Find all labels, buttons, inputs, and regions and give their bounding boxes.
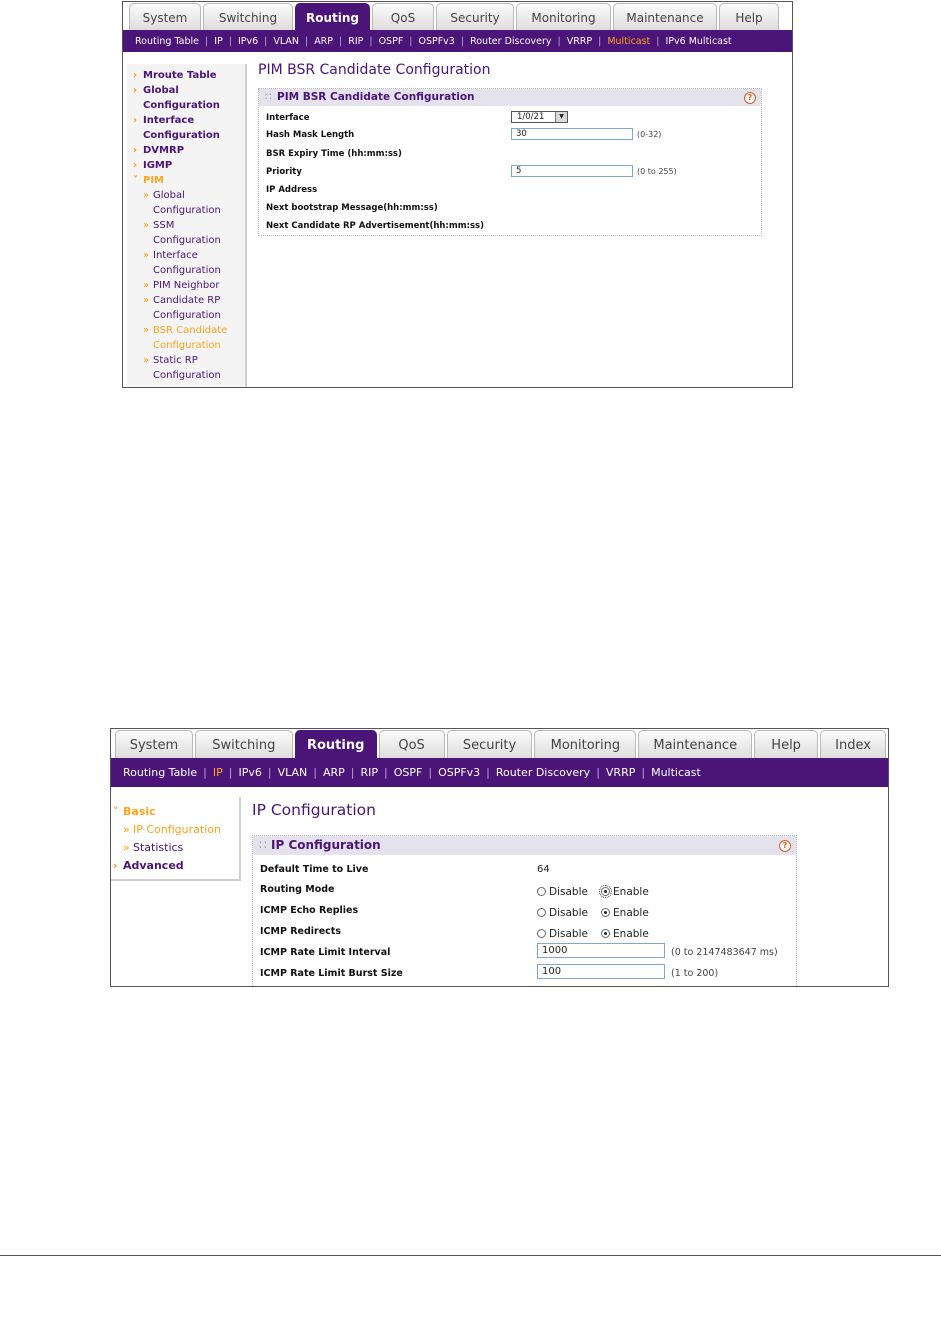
subnav-ospfv3[interactable]: OSPFv3 (418, 35, 455, 47)
tab-index[interactable]: Index (820, 730, 886, 759)
enable-label: Enable (613, 927, 649, 940)
dropdown-arrow-icon[interactable]: ▼ (555, 112, 567, 122)
ttl-label: Default Time to Live (260, 864, 369, 875)
subnav-separator: | (598, 35, 602, 47)
routing-subnav (123, 30, 792, 52)
interface-select-value: 1/0/21 (517, 112, 545, 122)
subnav-ip[interactable]: IP (212, 766, 223, 779)
icmp-burst-input[interactable]: 100 (537, 964, 665, 979)
subnav-router-discovery[interactable]: Router Discovery (470, 35, 552, 47)
sidebar-item-basic[interactable]: ˅ Basic (111, 803, 239, 821)
grip-icon: ∷ (259, 838, 267, 852)
sidebar-item-pim-global-configuration[interactable]: » Global Configuration (143, 190, 221, 216)
double-chevron-icon: » (143, 325, 150, 336)
icmp-echo-disable-radio[interactable] (537, 908, 546, 917)
icmp-echo-label: ICMP Echo Replies (260, 905, 359, 916)
ip-address-label: IP Address (266, 185, 318, 195)
sidebar-item-statistics[interactable]: » Statistics (111, 839, 239, 857)
subnav-router-discovery[interactable]: Router Discovery (495, 766, 591, 779)
tab-monitoring[interactable]: Monitoring (516, 3, 611, 31)
next-bootstrap-label: Next bootstrap Message(hh:mm:ss) (266, 203, 438, 213)
subnav-separator: | (203, 766, 207, 779)
subnav-arp[interactable]: ARP (314, 35, 334, 47)
subnav-vlan[interactable]: VLAN (277, 766, 308, 779)
subnav-separator: | (304, 35, 309, 47)
sidebar-item-advanced[interactable]: › Advanced (111, 857, 239, 875)
ttl-value: 64 (537, 864, 550, 875)
enable-label: Enable (613, 885, 649, 898)
double-chevron-icon: » (143, 250, 150, 261)
sidebar-item-ssm-configuration[interactable]: » SSM Configuration (143, 220, 221, 246)
tab-system[interactable]: System (115, 730, 193, 759)
routing-mode-enable-radio[interactable] (601, 887, 610, 896)
panel-header (259, 89, 761, 106)
subnav-separator: | (205, 35, 209, 47)
ip-sidebar (111, 797, 241, 881)
help-icon[interactable]: ? (779, 840, 791, 852)
subnav-separator: | (428, 766, 433, 779)
subnav-ipv6[interactable]: IPv6 (237, 35, 259, 47)
subnav-ospf[interactable]: OSPF (393, 766, 423, 779)
subnav-ipv6-multicast[interactable]: IPv6 Multicast (665, 35, 732, 47)
priority-input[interactable]: 5 (511, 165, 633, 177)
subnav-separator: | (656, 35, 660, 47)
tab-routing[interactable]: Routing (295, 730, 377, 759)
icmp-redirects-disable-radio[interactable] (537, 929, 546, 938)
routing-mode-radio-group (537, 881, 657, 900)
subnav-vrrp[interactable]: VRRP (605, 766, 636, 779)
chevron-down-icon: ˅ (113, 805, 119, 818)
subnav-separator: | (264, 35, 268, 47)
icmp-burst-range: (1 to 200) (671, 968, 719, 979)
tab-help[interactable]: Help (754, 730, 818, 759)
double-chevron-icon: » (143, 190, 150, 201)
subnav-vlan[interactable]: VLAN (273, 35, 299, 47)
subnav-ospfv3[interactable]: OSPFv3 (438, 766, 481, 779)
priority-range: (0 to 255) (637, 167, 677, 176)
subnav-rip[interactable]: RIP (348, 35, 364, 47)
icmp-redirects-label: ICMP Redirects (260, 926, 342, 937)
chevron-right-icon: › (133, 70, 138, 81)
tab-monitoring[interactable]: Monitoring (534, 730, 636, 759)
tab-maintenance[interactable]: Maintenance (613, 3, 717, 31)
subnav-separator: | (409, 35, 413, 47)
help-icon[interactable]: ? (744, 92, 756, 104)
sidebar-item-pim-interface-configuration[interactable]: » Interface Configuration (143, 250, 221, 276)
tab-qos[interactable]: QoS (372, 3, 434, 31)
interface-select[interactable] (511, 111, 568, 123)
bsr-expiry-label: BSR Expiry Time (hh:mm:ss) (266, 149, 402, 159)
panel-title: PIM BSR Candidate Configuration (277, 91, 475, 103)
tab-system[interactable]: System (129, 3, 201, 31)
subnav-separator: | (313, 766, 317, 779)
sidebar-item-candidate-rp-configuration[interactable]: » Candidate RP Configuration (143, 295, 221, 321)
icmp-interval-label: ICMP Rate Limit Interval (260, 947, 391, 958)
chevron-right-icon: › (133, 85, 138, 96)
subnav-separator: | (384, 766, 388, 779)
subnav-rip[interactable]: RIP (360, 766, 379, 779)
subnav-separator: | (486, 766, 490, 779)
pim-bsr-screenshot (122, 1, 793, 388)
icmp-redirects-enable-radio[interactable] (601, 929, 610, 938)
tab-maintenance[interactable]: Maintenance (638, 730, 752, 759)
subnav-separator: | (369, 35, 373, 47)
main-tab-bar (123, 2, 792, 30)
double-chevron-icon: » (143, 220, 150, 231)
icmp-burst-label: ICMP Rate Limit Burst Size (260, 968, 403, 979)
subnav-routing-table[interactable]: Routing Table (135, 35, 200, 47)
tab-security[interactable]: Security (447, 730, 533, 759)
sidebar-item-ip-configuration[interactable]: » IP Configuration (111, 821, 239, 839)
ip-configuration-screenshot (110, 728, 889, 987)
disable-label: Disable (549, 885, 588, 898)
subnav-separator: | (228, 766, 233, 779)
hash-mask-label: Hash Mask Length (266, 130, 355, 140)
routing-mode-label: Routing Mode (260, 884, 335, 895)
main-tab-bar (111, 729, 888, 758)
panel-header (253, 836, 796, 855)
tab-security[interactable]: Security (436, 3, 514, 31)
hash-mask-range: (0-32) (637, 130, 662, 139)
tab-switching[interactable]: Switching (203, 3, 293, 31)
subnav-separator: | (350, 766, 355, 779)
subnav-multicast[interactable]: Multicast (651, 766, 701, 779)
sidebar-item-bsr-candidate-configuration[interactable]: » BSR Candidate Configuration (143, 325, 228, 351)
page-title: PIM BSR Candidate Configuration (258, 62, 491, 78)
routing-mode-disable-radio[interactable] (537, 887, 546, 896)
disable-label: Disable (549, 927, 588, 940)
sidebar-item-interface-configuration[interactable]: › Interface Configuration (133, 115, 220, 141)
sidebar-item-static-rp-configuration[interactable]: » Static RP Configuration (143, 355, 221, 381)
icmp-echo-enable-radio[interactable] (601, 908, 610, 917)
double-chevron-icon: » (143, 355, 150, 366)
subnav-ipv6[interactable]: IPv6 (238, 766, 262, 779)
sidebar-item-pim-neighbor[interactable]: » PIM Neighbor (143, 280, 220, 291)
icmp-interval-range: (0 to 2147483647 ms) (671, 947, 778, 958)
subnav-separator: | (228, 35, 232, 47)
ip-configuration-panel (252, 835, 797, 987)
bsr-candidate-panel (258, 88, 762, 236)
sidebar-item-mroute-table[interactable]: › Mroute Table (133, 70, 217, 81)
icmp-redirects-radio-group (537, 923, 657, 942)
routing-subnav (111, 758, 888, 787)
subnav-ospf[interactable]: OSPF (378, 35, 404, 47)
disable-label: Disable (549, 906, 588, 919)
chevron-right-icon: › (133, 115, 138, 126)
sidebar-item-dvmrp[interactable]: › DVMRP (133, 145, 185, 156)
chevron-right-icon: › (113, 859, 118, 872)
enable-label: Enable (613, 906, 649, 919)
hash-mask-input[interactable]: 30 (511, 128, 633, 140)
multicast-sidebar (127, 64, 247, 387)
icmp-interval-input[interactable]: 1000 (537, 943, 665, 958)
next-candidate-label: Next Candidate RP Advertisement(hh:mm:ss) (266, 221, 484, 231)
subnav-routing-table[interactable]: Routing Table (123, 766, 198, 779)
tab-routing[interactable]: Routing (295, 3, 370, 31)
panel-title: IP Configuration (271, 838, 381, 852)
subnav-separator: | (557, 35, 561, 47)
chevron-right-icon: › (133, 160, 138, 171)
subnav-arp[interactable]: ARP (322, 766, 345, 779)
sidebar-item-igmp[interactable]: › IGMP (133, 160, 173, 171)
tab-help[interactable]: Help (719, 3, 779, 31)
double-chevron-icon: » (143, 295, 150, 306)
subnav-separator: | (641, 766, 646, 779)
subnav-separator: | (596, 766, 600, 779)
double-chevron-icon: » (143, 280, 150, 291)
subnav-separator: | (339, 35, 343, 47)
tab-switching[interactable]: Switching (195, 730, 293, 759)
subnav-separator: | (267, 766, 272, 779)
interface-label: Interface (266, 113, 310, 123)
double-chevron-icon: » (123, 841, 130, 854)
chevron-down-icon: ˅ (133, 175, 138, 186)
subnav-vrrp[interactable]: VRRP (566, 35, 593, 47)
double-chevron-icon: » (123, 823, 130, 836)
priority-label: Priority (266, 167, 302, 177)
sidebar-item-global-configuration[interactable]: › Global Configuration (133, 85, 220, 111)
subnav-ip[interactable]: IP (214, 35, 223, 47)
page-title: IP Configuration (252, 801, 376, 819)
page-divider (0, 1255, 941, 1256)
sidebar-item-pim[interactable]: ˅ PIM (133, 175, 165, 186)
icmp-echo-radio-group (537, 902, 657, 921)
subnav-multicast[interactable]: Multicast (607, 35, 651, 47)
chevron-right-icon: › (133, 145, 138, 156)
tab-qos[interactable]: QoS (379, 730, 445, 759)
grip-icon: ∷ (265, 91, 272, 103)
subnav-separator: | (460, 35, 465, 47)
